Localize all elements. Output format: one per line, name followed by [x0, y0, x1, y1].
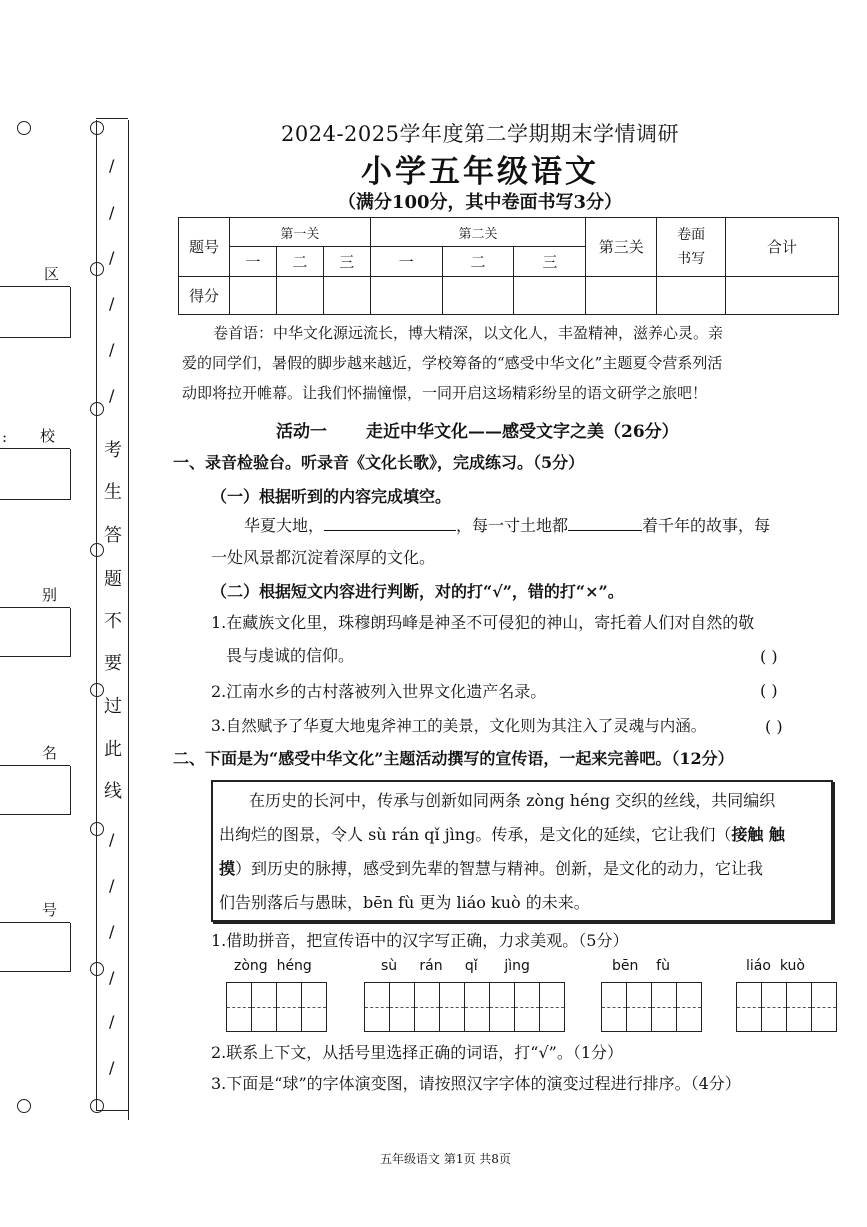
binding-line	[96, 120, 97, 1110]
level1-sub: 三	[323, 247, 370, 276]
cut-slash: /	[109, 922, 115, 941]
q1-item-1-cont: 畏与虔诚的信仰。	[226, 646, 355, 665]
cut-slash: /	[109, 1058, 115, 1077]
score-cell[interactable]	[442, 276, 514, 314]
score-cell[interactable]	[229, 276, 276, 314]
level2-sub: 二	[442, 247, 514, 276]
level1-header: 第一关	[229, 218, 370, 247]
slogan-box	[211, 780, 833, 922]
district-field[interactable]	[0, 287, 71, 338]
slogan-line: 在历史的长河中，传承与创新如同两条 zòng héng 交织的丝线，共同编织	[249, 791, 776, 810]
writing-grid[interactable]	[736, 982, 837, 1032]
margin-warning-char: 过	[104, 696, 122, 717]
cut-slash: /	[109, 1012, 115, 1031]
class-field[interactable]	[0, 608, 71, 657]
binding-hole	[90, 262, 104, 276]
binding-hole	[90, 683, 104, 697]
binding-line	[96, 118, 128, 119]
activity-heading: 活动一	[276, 422, 327, 442]
margin-warning-char: 不	[104, 611, 122, 632]
writing-grid[interactable]	[601, 982, 702, 1032]
margin-warning-char: 此	[104, 739, 122, 760]
margin-warning-char: 要	[104, 653, 122, 674]
binding-line	[96, 1110, 128, 1111]
cut-slash: /	[109, 340, 115, 359]
cut-slash: /	[109, 156, 115, 175]
cut-slash: /	[109, 294, 115, 313]
word-choice[interactable]: 接触 触	[731, 825, 785, 844]
intro-line: 动即将拉开帷幕。让我们怀揣憧憬，一同开启这场精彩纷呈的语文研学之旅吧！	[182, 384, 708, 402]
margin-warning-char: 考	[104, 440, 122, 461]
q1-fill-line: 华夏大地， ，每一寸土地都 着千年的故事，每	[244, 516, 771, 535]
score-cell[interactable]	[323, 276, 370, 314]
binding-line	[128, 120, 129, 1120]
answer-paren[interactable]: ( )	[765, 717, 783, 736]
answer-paren[interactable]: ( )	[760, 681, 778, 700]
pinyin-label: liáo kuò	[746, 958, 805, 974]
margin-warning-char: 线	[104, 781, 122, 802]
score-cell[interactable]	[726, 276, 839, 314]
score-table	[178, 217, 839, 315]
row-label-score: 得分	[179, 276, 230, 314]
score-note: （满分100分，其中卷面书写3分）	[337, 192, 623, 213]
handwriting-header: 卷面 书写	[657, 218, 726, 277]
pinyin-label: sù rán qǐ jìng	[381, 958, 530, 974]
exam-number-field[interactable]	[0, 923, 71, 972]
score-cell[interactable]	[276, 276, 323, 314]
slogan-line: 摸）到历史的脉搏，感受到先辈的智慧与精神。创新，是文化的动力，它让我	[219, 859, 764, 878]
q1-item-3: 3.自然赋予了华夏大地鬼斧神工的美景，文化则为其注入了灵魂与内涵。	[211, 717, 707, 735]
binding-hole	[90, 121, 104, 135]
binding-hole	[90, 962, 104, 976]
binding-hole	[90, 402, 104, 416]
level1-sub: 二	[276, 247, 323, 276]
question-2-title: 二、下面是为“感受中华文化”主题活动撰写的宣传语，一起来完善吧。（12分）	[173, 749, 734, 768]
writing-grid[interactable]	[226, 982, 327, 1032]
answer-paren[interactable]: ( )	[760, 647, 778, 666]
q1-part2: （二）根据短文内容进行判断，对的打“√”，错的打“×”。	[211, 582, 624, 601]
level2-header: 第二关	[370, 218, 586, 247]
margin-warning-char: 生	[104, 482, 122, 503]
score-cell[interactable]	[586, 276, 657, 314]
score-cell[interactable]	[370, 276, 442, 314]
intro-line: 卷首语：中华文化源远流长，博大精深，以文化人，丰盈精神，滋养心灵。亲	[213, 324, 724, 342]
level1-sub: 一	[229, 247, 276, 276]
q2-sub-1: 1.借助拼音，把宣传语中的汉字写正确，力求美观。（5分）	[211, 931, 629, 950]
cut-slash: /	[109, 248, 115, 267]
exam-title: 2024-2025学年度第二学期期末学情调研	[281, 122, 679, 146]
name-label: 名	[0, 741, 70, 766]
district-label: 区	[0, 262, 70, 287]
level2-sub: 三	[514, 247, 586, 276]
pinyin-label: zòng héng	[234, 958, 312, 974]
question-1-title: 一、录音检验台。听录音《文化长歌》，完成练习。（5分）	[173, 453, 585, 472]
cut-slash: /	[109, 876, 115, 895]
q1-fill-line-2: 一处风景都沉淀着深厚的文化。	[211, 548, 436, 567]
class-label: 别	[0, 583, 70, 608]
q1-item-1: 1.在藏族文化里，珠穆朗玛峰是神圣不可侵犯的神山，寄托着人们对自然的敬	[211, 613, 755, 632]
cut-slash: /	[109, 386, 115, 405]
margin-warning-char: 题	[104, 569, 122, 590]
score-cell[interactable]	[514, 276, 586, 314]
total-header: 合计	[726, 218, 839, 277]
binding-hole	[17, 121, 31, 135]
fill-blank[interactable]	[568, 530, 642, 531]
slogan-line: 出绚烂的图景，令人 sù rán qǐ jìng。传承，是文化的延续，它让我们（接触 触	[219, 825, 785, 844]
binding-hole	[90, 822, 104, 836]
cut-slash: /	[109, 830, 115, 849]
cut-slash: /	[109, 968, 115, 987]
page-footer: 五年级语文 第1页 共8页	[380, 1152, 511, 1166]
q2-sub-2: 2.联系上下文，从括号里选择正确的词语，打“√”。（1分）	[211, 1043, 624, 1062]
intro-line: 爱的同学们，暑假的脚步越来越近，学校筹备的“感受中华文化”主题夏令营系列活	[182, 354, 723, 372]
binding-hole	[17, 1099, 31, 1113]
fill-blank[interactable]	[324, 530, 456, 531]
slogan-line: 们告别落后与愚昧，bēn fù 更为 liáo kuò 的未来。	[219, 893, 590, 912]
school-label: 校 :	[0, 424, 70, 449]
subject-title: 小学五年级语文	[361, 154, 599, 190]
exam-number-label: 号	[0, 898, 70, 923]
q2-sub-3: 3.下面是“球”的字体演变图，请按照汉字字体的演变过程进行排序。（4分）	[211, 1074, 741, 1093]
score-cell[interactable]	[657, 276, 726, 314]
writing-grid[interactable]	[364, 982, 565, 1032]
school-field[interactable]	[0, 449, 71, 500]
margin-warning-char: 答	[104, 525, 122, 546]
activity-title: 走近中华文化——感受文字之美（26分）	[366, 422, 679, 442]
q1-item-2: 2.江南水乡的古村落被列入世界文化遗产名录。	[211, 682, 547, 701]
cut-slash: /	[109, 203, 115, 222]
binding-hole	[90, 543, 104, 557]
row-label-number: 题号	[179, 218, 230, 277]
level3-header: 第三关	[586, 218, 657, 277]
level2-sub: 一	[370, 247, 442, 276]
word-choice[interactable]: 摸	[219, 859, 236, 878]
name-field[interactable]	[0, 766, 71, 815]
pinyin-label: bēn fù	[612, 958, 670, 974]
q1-part1: （一）根据听到的内容完成填空。	[211, 487, 452, 506]
